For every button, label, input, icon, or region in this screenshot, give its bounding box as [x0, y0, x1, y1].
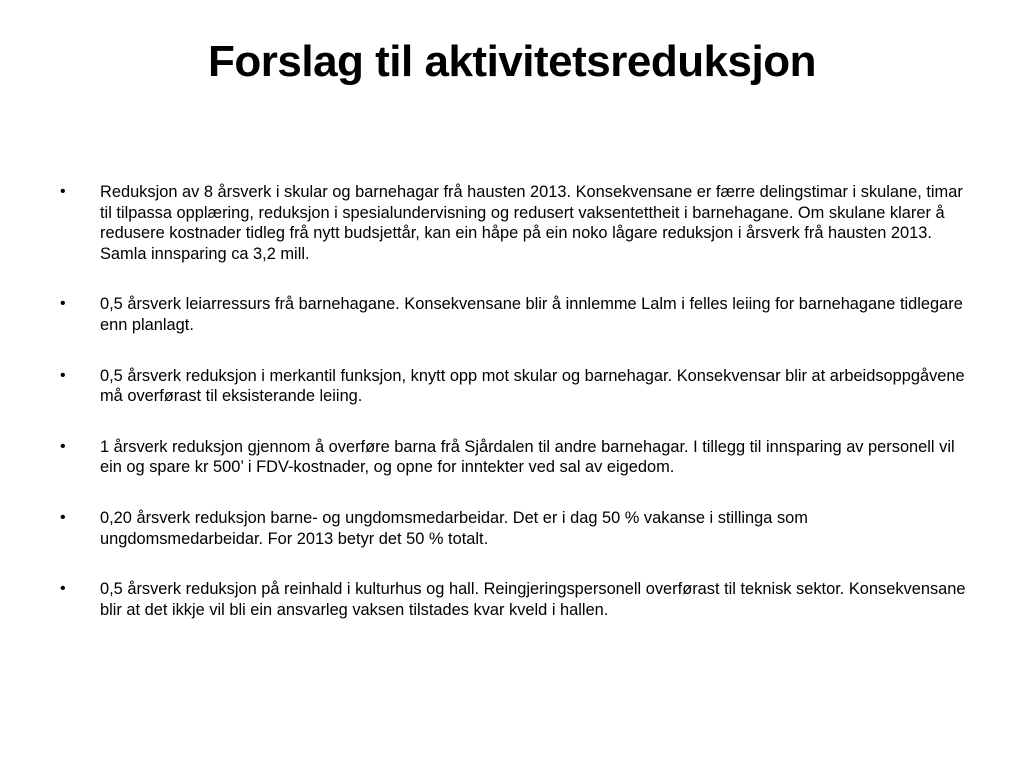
bullet-text: 0,5 årsverk reduksjon på reinhald i kulturhus og hall. Reingjeringspersonell overførast til teknisk sektor. Konsekvensane blir at det ikkje vil bli ein ansvarleg vaksen tilstades kvar kveld i hallen. — [100, 580, 966, 619]
bullet-text: 0,5 årsverk reduksjon i merkantil funksjon, knytt opp mot skular og barnehagar. Konsekvensar blir at arbeidsoppgåvene må overførast til eksisterande leiing. — [100, 366, 965, 406]
bullet-item-6 — [60, 579, 970, 620]
bullet-dot-icon: • — [60, 580, 66, 598]
bullet-text: 1 årsverk reduksjon gjennom å overføre barna frå Sjårdalen til andre barnehagar. I tillegg til innsparing av personell vil ein og spare kr 500’ i FDV-kostnader, og opne for inntekter ved sal av eigedom. — [100, 437, 955, 477]
bullet-list — [60, 182, 970, 650]
bullet-item-2 — [60, 294, 970, 335]
bullet-text: 0,5 årsverk leiarressurs frå barnehagane. Konsekvensane blir å innlemme Lalm i felles leiing for barnehagane tidlegare enn planlagt. — [100, 295, 963, 334]
bullet-dot-icon: • — [60, 366, 66, 384]
bullet-text: 0,20 årsverk reduksjon barne- og ungdomsmedarbeidar. Det er i dag 50 % vakanse i stillinga som ungdomsmedarbeidar. For 2013 betyr det 50 % totalt. — [100, 508, 808, 548]
bullet-item-5 — [60, 508, 970, 549]
bullet-dot-icon: • — [60, 183, 66, 200]
bullet-dot-icon: • — [60, 295, 66, 313]
bullet-text: Reduksjon av 8 årsverk i skular og barnehagar frå hausten 2013. Konsekvensane er færre delingstimar i skulane, timar til tilpassa opplæring, reduksjon i spesialundervisning og redusert vaksentettheit i barnehagane. Om skulane klarer å redusere kostnader tidleg frå nytt budsjettår, kan ein håpe på ein noko lågare reduksjon i årsverk frå hausten 2013. Samla innsparing ca 3,2 mill. — [100, 183, 963, 263]
bullet-dot-icon: • — [60, 508, 66, 526]
bullet-item-3 — [60, 366, 970, 407]
bullet-item-4 — [60, 437, 970, 478]
bullet-item-1 — [60, 182, 970, 264]
slide-title: Forslag til aktivitetsreduksjon — [208, 37, 816, 86]
bullet-dot-icon: • — [60, 437, 66, 455]
